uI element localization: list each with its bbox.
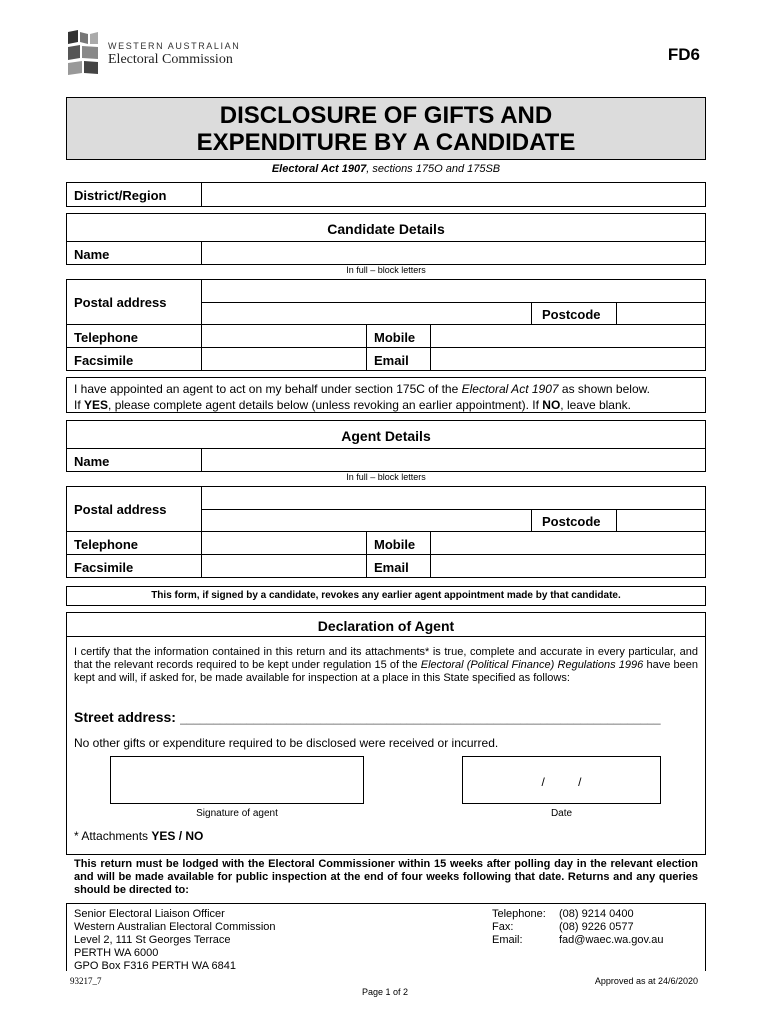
candidate-postcode-label-cell bbox=[531, 302, 617, 325]
candidate-facsimile-label: Facsimile bbox=[74, 353, 134, 368]
email-label: Email: bbox=[492, 934, 523, 946]
agent-postal-line1-input[interactable] bbox=[201, 486, 706, 510]
candidate-facsimile-input[interactable] bbox=[201, 347, 367, 371]
email-link[interactable]: fad@waec.wa.gov.au bbox=[559, 934, 664, 946]
agent-name-label: Name bbox=[74, 454, 110, 469]
agent-email-input[interactable] bbox=[430, 554, 706, 578]
revoke-notice-text: This form, if signed by a candidate, revokes any earlier agent appointment made by that candidate. bbox=[151, 590, 621, 601]
candidate-postcode-input[interactable] bbox=[616, 302, 706, 325]
agent-facsimile-input[interactable] bbox=[201, 554, 367, 578]
form-title-box bbox=[66, 97, 706, 160]
declaration-body bbox=[66, 636, 706, 855]
lodge-notice: This return must be lodged with the Electoral Commissioner within 15 weeks after polling day in the relevant election and will be made available for public inspection at the end of four weeks following that date. Returns and any queries should be directed to: bbox=[74, 858, 698, 896]
agent-name-input[interactable] bbox=[201, 448, 706, 472]
candidate-name-label-cell bbox=[66, 241, 202, 265]
agent-email-label: Email bbox=[374, 560, 409, 575]
date-label: Date bbox=[550, 808, 573, 819]
form-code: FD6 bbox=[667, 45, 700, 64]
street-address-label: Street address: bbox=[74, 709, 176, 725]
contact-address bbox=[74, 908, 276, 973]
district-label-cell bbox=[66, 182, 202, 207]
candidate-facsimile-label-cell bbox=[66, 347, 202, 371]
agent-telephone-label: Telephone bbox=[74, 537, 139, 552]
agent-details-heading: Agent Details bbox=[341, 428, 431, 444]
declaration-heading: Declaration of Agent bbox=[317, 618, 455, 634]
form-code-footer: 93217_7 bbox=[70, 976, 102, 986]
contact-line: Level 2, 111 St Georges Terrace bbox=[74, 934, 231, 946]
candidate-name-hint: In full – block letters bbox=[346, 265, 426, 275]
candidate-details-heading: Candidate Details bbox=[327, 221, 445, 237]
agent-name-hint: In full – block letters bbox=[346, 472, 426, 482]
street-address-row bbox=[74, 709, 176, 725]
fax-label: Fax: bbox=[492, 921, 514, 933]
agent-details-header bbox=[66, 420, 706, 449]
candidate-email-label-cell bbox=[366, 347, 431, 371]
contact-line: GPO Box F316 PERTH WA 6841 bbox=[74, 960, 237, 972]
attachments-options[interactable]: YES / NO bbox=[151, 829, 204, 843]
fax-value: (08) 9226 0577 bbox=[559, 921, 634, 933]
contact-box bbox=[66, 903, 706, 971]
agent-facsimile-label-cell bbox=[66, 554, 202, 578]
candidate-postal-label: Postal address bbox=[74, 295, 167, 310]
act-name: Electoral Act 1907 bbox=[271, 163, 367, 175]
agent-facsimile-label: Facsimile bbox=[74, 560, 134, 575]
agent-appointment-notice bbox=[66, 377, 706, 413]
street-address-input[interactable]: ________________________________________________________________________ bbox=[180, 711, 661, 725]
agent-telephone-input[interactable] bbox=[201, 531, 367, 555]
agent-email-label-cell bbox=[366, 554, 431, 578]
agent-postal-line2-input[interactable] bbox=[201, 509, 532, 532]
approved-date: Approved as at 24/6/2020 bbox=[594, 976, 698, 986]
contact-line: PERTH WA 6000 bbox=[74, 947, 159, 959]
waec-logo-icon bbox=[68, 30, 98, 75]
agent-mobile-input[interactable] bbox=[430, 531, 706, 555]
org-name-line1: WESTERN AUSTRALIAN bbox=[108, 41, 241, 51]
candidate-mobile-label: Mobile bbox=[374, 330, 416, 345]
candidate-postal-line2-input[interactable] bbox=[201, 302, 532, 325]
contact-labels bbox=[492, 908, 546, 947]
agent-postal-label-cell bbox=[66, 486, 202, 532]
agent-postcode-label: Postcode bbox=[542, 514, 601, 529]
candidate-name-label: Name bbox=[74, 247, 110, 262]
candidate-email-label: Email bbox=[374, 353, 409, 368]
candidate-postal-label-cell bbox=[66, 279, 202, 325]
candidate-telephone-label: Telephone bbox=[74, 330, 139, 345]
contact-line: Senior Electoral Liaison Officer bbox=[74, 908, 225, 920]
declaration-text: I certify that the information contained in this return and its attachments* is true, complete and accurate in every particular, and that the relevant records required to be kept under regulation 15 of the Electoral (Political Finance) Regulations 1996 have been kept and will, if asked for, be made available for inspection at a place in this State specified as follows: bbox=[74, 646, 699, 684]
district-label: District/Region bbox=[74, 188, 167, 203]
signature-label: Signature of agent bbox=[196, 808, 278, 819]
date-slashes: / / bbox=[541, 775, 582, 789]
agent-postcode-label-cell bbox=[531, 509, 617, 532]
act-reference bbox=[66, 163, 706, 175]
contact-line: Western Australian Electoral Commission bbox=[74, 921, 276, 933]
agent-date-box[interactable] bbox=[462, 756, 661, 804]
candidate-name-input[interactable] bbox=[201, 241, 706, 265]
act-sections: , sections 175O and 175SB bbox=[366, 163, 501, 175]
agent-mobile-label: Mobile bbox=[374, 537, 416, 552]
telephone-label: Telephone: bbox=[492, 908, 546, 920]
agent-name-label-cell bbox=[66, 448, 202, 472]
candidate-postal-line1-input[interactable] bbox=[201, 279, 706, 303]
agent-mobile-label-cell bbox=[366, 531, 431, 555]
candidate-email-input[interactable] bbox=[430, 347, 706, 371]
candidate-telephone-input[interactable] bbox=[201, 324, 367, 348]
district-input[interactable] bbox=[201, 182, 706, 207]
attachments-label: * Attachments bbox=[74, 829, 152, 843]
telephone-value: (08) 9214 0400 bbox=[559, 908, 634, 920]
agent-postal-label: Postal address bbox=[74, 502, 167, 517]
candidate-telephone-label-cell bbox=[66, 324, 202, 348]
candidate-mobile-input[interactable] bbox=[430, 324, 706, 348]
form-title-line2: EXPENDITURE BY A CANDIDATE bbox=[196, 128, 576, 156]
agent-postcode-input[interactable] bbox=[616, 509, 706, 532]
declaration-header bbox=[66, 612, 706, 637]
contact-values bbox=[559, 908, 664, 947]
org-name-line2: Electoral Commission bbox=[108, 52, 233, 67]
attachments-row bbox=[74, 829, 203, 843]
agent-appointment-text: I have appointed an agent to act on my behalf under section 175C of the Electoral Act 1907 as shown below. If YES, please complete agent details below (unless revoking an earlier appointment). If NO, leave blank. bbox=[74, 382, 650, 412]
agent-signature-box[interactable] bbox=[110, 756, 364, 804]
page-number: Page 1 of 2 bbox=[361, 987, 409, 997]
agent-telephone-label-cell bbox=[66, 531, 202, 555]
candidate-details-header bbox=[66, 213, 706, 242]
no-other-gifts-text: No other gifts or expenditure required to be disclosed were received or incurred. bbox=[74, 736, 499, 750]
candidate-postcode-label: Postcode bbox=[542, 307, 601, 322]
revoke-notice-box bbox=[66, 586, 706, 606]
form-title-line1: DISCLOSURE OF GIFTS AND bbox=[219, 101, 553, 129]
candidate-mobile-label-cell bbox=[366, 324, 431, 348]
